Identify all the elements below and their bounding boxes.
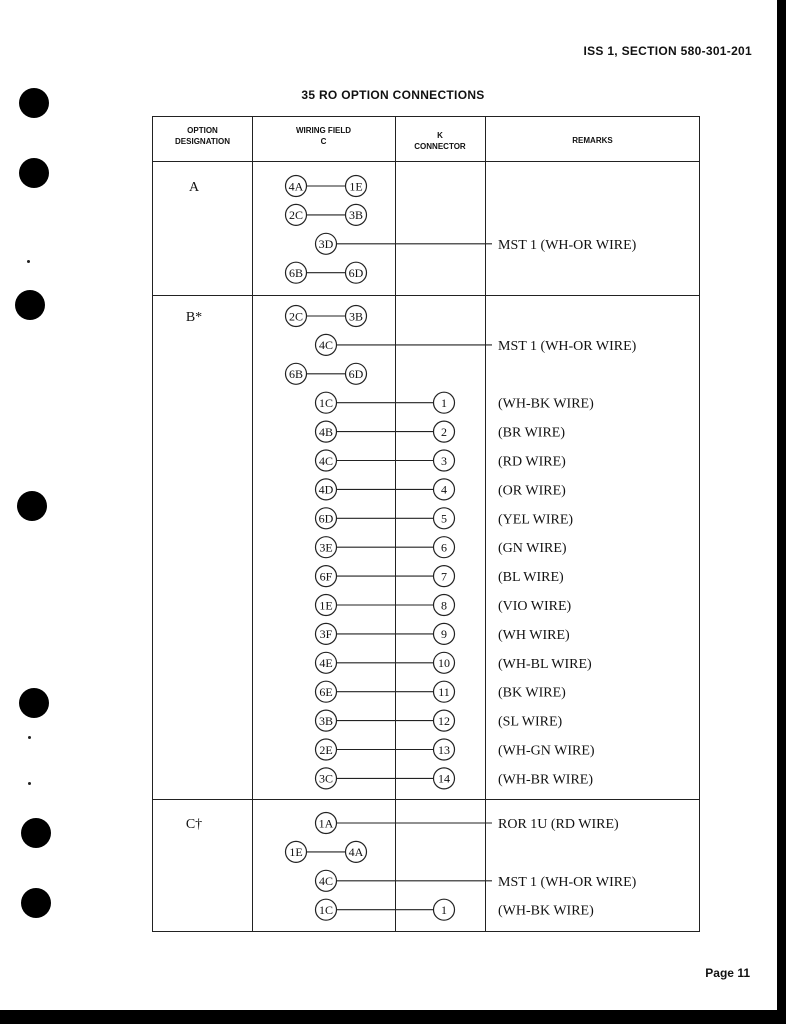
- remark-text: (BR WIRE): [498, 425, 566, 441]
- k-connector-terminal-label: 12: [438, 713, 450, 728]
- remark-text: (VIO WIRE): [498, 599, 572, 614]
- section-identifier: ISS 1, SECTION 580-301-201: [583, 44, 752, 58]
- k-connector-terminal-label: 10: [438, 656, 450, 671]
- k-connector-terminal-label: 14: [438, 771, 450, 786]
- remark-text: (WH-BL WIRE): [498, 656, 592, 672]
- wiring-terminal-label: 4D: [318, 482, 334, 497]
- wiring-terminal-label: 3F: [319, 627, 333, 642]
- remark-text: (RD WIRE): [498, 454, 566, 470]
- column-header-line: DESIGNATION: [175, 137, 230, 146]
- k-connector-terminal-label: 4: [441, 482, 447, 497]
- k-connector-terminal-label: 1: [441, 903, 447, 917]
- wiring-terminal-label: 4B: [318, 424, 334, 439]
- column-header-line: C: [320, 137, 327, 146]
- remark-text: MST 1 (WH-OR WIRE): [498, 874, 637, 890]
- wiring-terminal-label: 6B: [288, 266, 304, 280]
- k-connector-terminal-label: 13: [438, 742, 450, 757]
- k-connector-terminal-label: 7: [441, 569, 447, 584]
- column-header-line: CONNECTOR: [414, 142, 466, 151]
- remark-text: (WH-BK WIRE): [498, 903, 594, 919]
- k-connector-terminal-label: 1: [441, 396, 447, 410]
- column-header-line: REMARKS: [572, 136, 613, 145]
- wiring-terminal-label: 3E: [319, 540, 333, 555]
- wiring-terminal-label: 1E: [319, 598, 333, 613]
- remark-text: (WH-GN WIRE): [498, 743, 595, 759]
- wiring-terminal-label: 1E: [289, 845, 303, 860]
- wiring-terminal-label: 1E: [349, 179, 363, 194]
- wiring-terminal-label: 4A: [288, 179, 304, 194]
- k-connector-terminal-label: 2: [441, 424, 447, 439]
- k-connector-terminal-label: 3: [441, 453, 447, 468]
- option-designation: A: [188, 180, 200, 195]
- wiring-terminal-label: 4C: [318, 874, 334, 889]
- remark-text: (GN WIRE): [498, 541, 567, 557]
- remark-text: (BK WIRE): [498, 685, 566, 701]
- k-connector-terminal-label: 6: [441, 540, 447, 555]
- page-number: Page 11: [705, 966, 750, 980]
- wiring-terminal-label: 3B: [348, 208, 364, 223]
- column-header-line: OPTION: [187, 126, 218, 135]
- wiring-terminal-label: 4E: [319, 656, 333, 671]
- k-connector-terminal-label: 5: [441, 511, 447, 526]
- remark-text: (BL WIRE): [498, 570, 564, 586]
- wiring-terminal-label: 4C: [318, 338, 334, 353]
- wiring-terminal-label: 6D: [348, 266, 364, 280]
- column-header-line: WIRING FIELD: [295, 126, 352, 135]
- wiring-terminal-label: 6E: [319, 685, 333, 699]
- wiring-terminal-label: 4A: [348, 845, 364, 860]
- k-connector-terminal-label: 9: [441, 627, 447, 642]
- wiring-terminal-label: 2C: [288, 208, 304, 223]
- wiring-terminal-label: 2C: [288, 309, 304, 324]
- wiring-terminal-label: 1C: [318, 903, 334, 917]
- remark-text: ROR 1U (RD WIRE): [498, 817, 619, 832]
- wiring-terminal-label: 3B: [348, 309, 364, 324]
- column-header-line: K: [437, 131, 443, 140]
- wiring-terminal-label: 6B: [288, 367, 304, 382]
- remark-text: (WH-BR WIRE): [498, 772, 593, 788]
- k-connector-terminal-label: 11: [438, 685, 450, 699]
- wiring-terminal-label: 1A: [318, 816, 334, 831]
- wiring-terminal-label: 2E: [319, 742, 333, 757]
- wiring-terminal-label: 3C: [318, 771, 334, 786]
- k-connector-terminal-label: 8: [441, 598, 447, 613]
- remark-text: (YEL WIRE): [498, 512, 574, 528]
- option-designation: B*: [185, 310, 203, 325]
- wiring-terminal-label: 6D: [318, 511, 334, 526]
- remark-text: MST 1 (WH-OR WIRE): [498, 237, 637, 253]
- remark-text: (WH-BK WIRE): [498, 396, 594, 412]
- remark-text: MST 1 (WH-OR WIRE): [498, 338, 637, 354]
- remark-text: (WH WIRE): [498, 627, 570, 643]
- wiring-terminal-label: 1C: [318, 396, 334, 410]
- wiring-terminal-label: 6F: [319, 569, 333, 584]
- option-designation: C†: [185, 817, 203, 832]
- wiring-terminal-label: 3D: [318, 237, 334, 252]
- wiring-terminal-label: 3B: [318, 713, 334, 728]
- page-title: 35 RO OPTION CONNECTIONS: [301, 88, 485, 102]
- wiring-terminal-label: 4C: [318, 453, 334, 468]
- remark-text: (OR WIRE): [498, 483, 566, 499]
- remark-text: (SL WIRE): [498, 714, 563, 730]
- wiring-terminal-label: 6D: [348, 367, 364, 382]
